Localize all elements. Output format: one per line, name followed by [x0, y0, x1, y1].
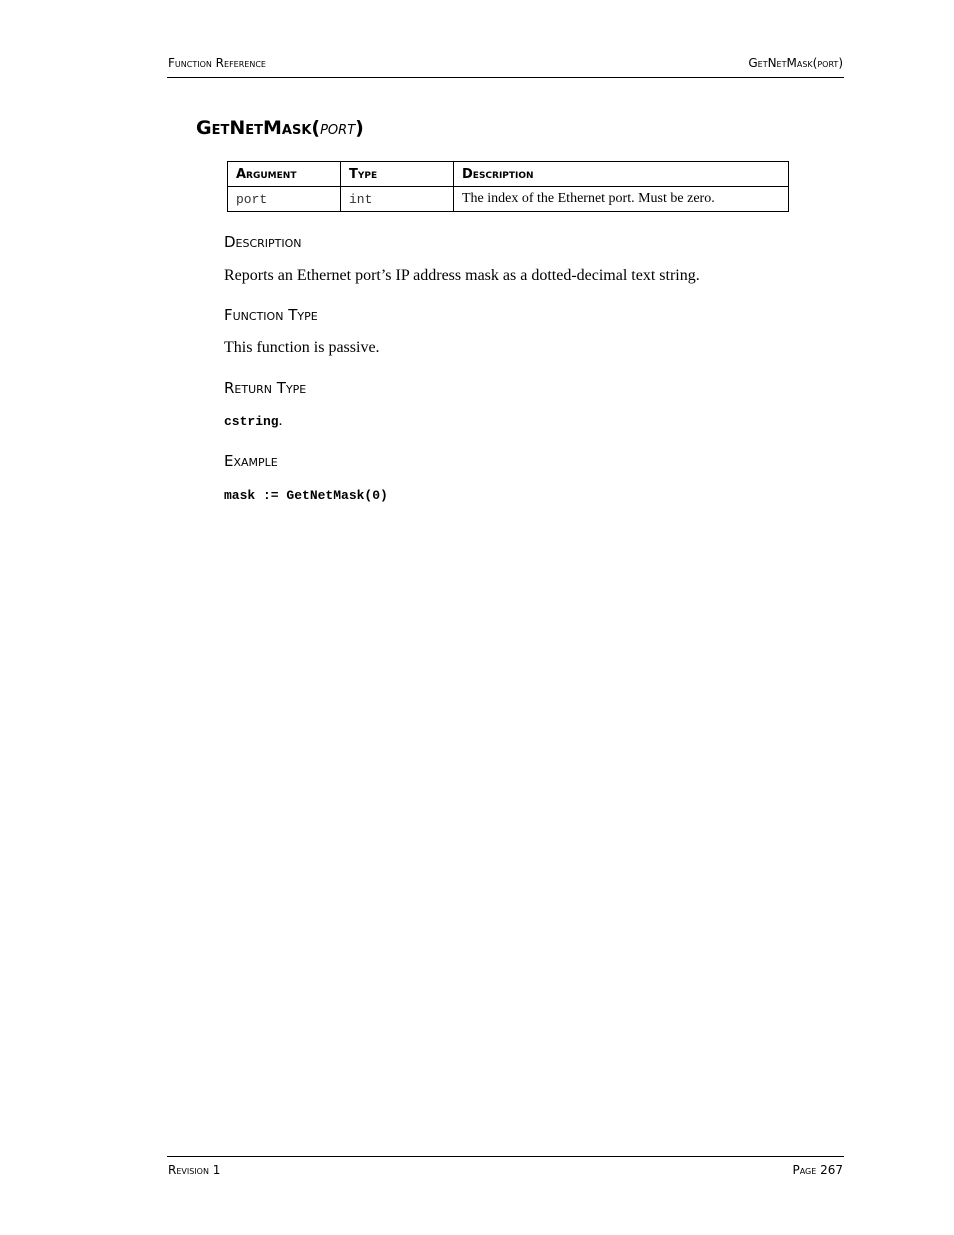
table-header-row	[228, 162, 789, 187]
header-section-title: Function Reference	[168, 56, 266, 70]
return-type-suffix: .	[278, 413, 283, 429]
page-footer	[167, 1156, 844, 1179]
example-heading: Example	[224, 452, 278, 470]
return-type-code: cstring	[224, 414, 279, 429]
column-header-argument: Argument	[228, 162, 341, 187]
header-function-name: GetNetMask(port)	[748, 56, 843, 70]
description-text: Reports an Ethernet port’s IP address mask as a dotted-decimal text string.	[224, 267, 700, 284]
description-cell: The index of the Ethernet port. Must be zero.	[454, 187, 789, 212]
function-type-heading: Function Type	[224, 306, 318, 324]
example-code: mask := GetNetMask(0)	[224, 488, 388, 503]
type-cell: int	[341, 187, 454, 212]
arguments-table	[227, 161, 789, 212]
page-header	[167, 56, 844, 78]
table-row	[228, 187, 789, 212]
function-title	[196, 117, 364, 139]
footer-revision: Revision 1	[168, 1163, 221, 1177]
return-type-value	[224, 413, 282, 430]
description-heading: Description	[224, 233, 302, 251]
column-header-type: Type	[341, 162, 454, 187]
function-title-close: )	[355, 117, 364, 139]
function-title-argument: port	[320, 117, 356, 139]
footer-page-number: Page 267	[792, 1163, 843, 1177]
column-header-description: Description	[454, 162, 789, 187]
function-type-text: This function is passive.	[224, 339, 380, 356]
return-type-heading: Return Type	[224, 379, 307, 397]
argument-cell: port	[228, 187, 341, 212]
function-title-name: GetNetMask(	[196, 117, 321, 139]
